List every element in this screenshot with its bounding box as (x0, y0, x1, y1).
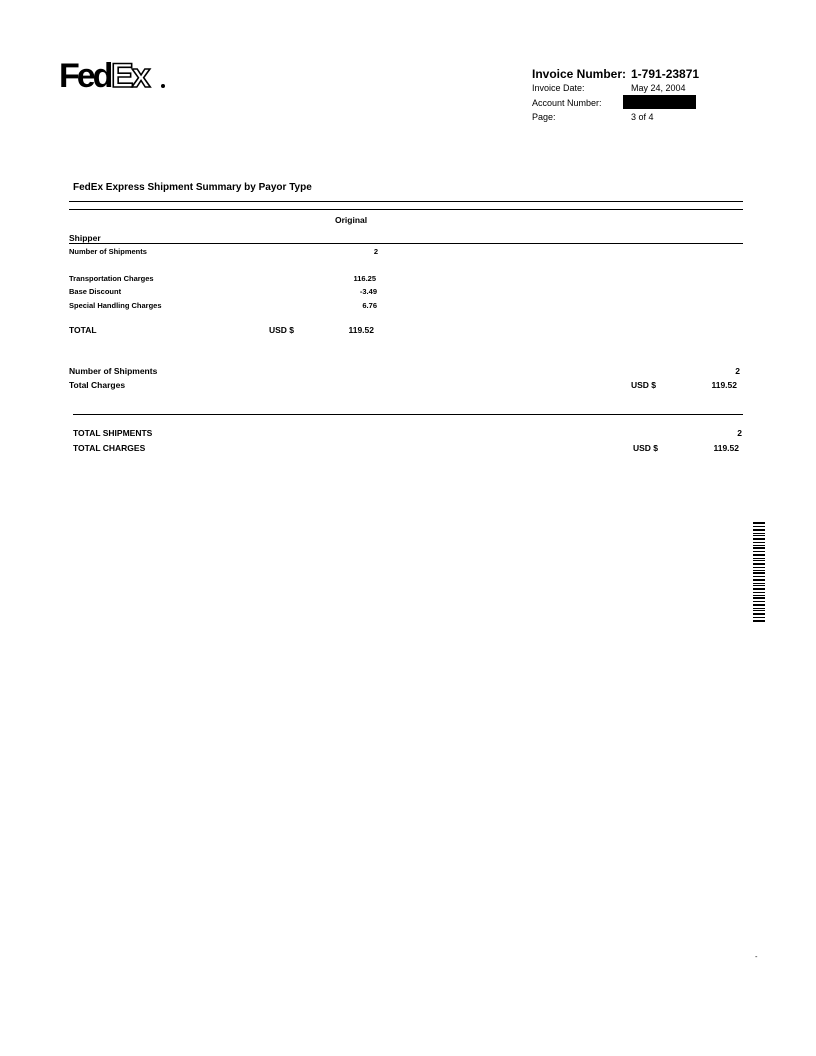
total-value: 119.52 (348, 325, 374, 335)
divider-top-1 (69, 201, 743, 202)
row-value-base-discount: -3.49 (359, 287, 377, 296)
divider-grand-total (73, 414, 743, 415)
total-label: TOTAL (69, 325, 97, 335)
grand-total-charges-value: 119.52 (713, 443, 739, 453)
subtotal-charges-label: Total Charges (69, 380, 126, 390)
barcode-graphic (753, 522, 765, 622)
footer-mark: - (755, 952, 758, 961)
grand-total-charges-currency: USD $ (633, 443, 659, 453)
account-number-redaction (623, 95, 696, 109)
section-label-shipper: Shipper (69, 233, 101, 243)
subtotal-shipments-label: Number of Shipments (69, 366, 158, 376)
grand-total-shipments-label: TOTAL SHIPMENTS (73, 428, 153, 438)
row-label-special-handling: Special Handling Charges (69, 301, 162, 310)
grand-total-shipments-value: 2 (737, 428, 742, 438)
fedex-logo (59, 57, 165, 96)
logo-ex-text: Ex (111, 57, 149, 95)
invoice-date-label: Invoice Date: (532, 83, 585, 93)
row-label-base-discount: Base Discount (69, 287, 122, 296)
divider-shipper (69, 243, 743, 244)
total-currency: USD $ (269, 325, 295, 335)
logo-fed-text: Fed (59, 57, 111, 95)
row-label-transportation-charges: Transportation Charges (69, 274, 154, 283)
page-label: Page: (532, 112, 556, 122)
row-label-number-of-shipments: Number of Shipments (69, 247, 147, 256)
page-value: 3 of 4 (631, 112, 654, 122)
logo-dot (161, 84, 165, 88)
invoice-number-value: 1-791-23871 (631, 67, 700, 81)
invoice-date-value: May 24, 2004 (631, 83, 686, 93)
divider-top-2 (69, 209, 743, 210)
subtotal-charges-currency: USD $ (631, 380, 657, 390)
row-value-special-handling: 6.76 (362, 301, 377, 310)
row-value-number-of-shipments: 2 (373, 247, 378, 256)
grand-total-charges-label: TOTAL CHARGES (73, 443, 146, 453)
column-header-original: Original (335, 215, 368, 225)
subtotal-charges-value: 119.52 (711, 380, 737, 390)
account-number-label: Account Number: (532, 98, 602, 108)
subtotal-shipments-value: 2 (735, 366, 740, 376)
row-value-transportation-charges: 116.25 (353, 274, 376, 283)
summary-title: FedEx Express Shipment Summary by Payor Type (73, 182, 312, 193)
invoice-number-label: Invoice Number: (532, 67, 627, 81)
